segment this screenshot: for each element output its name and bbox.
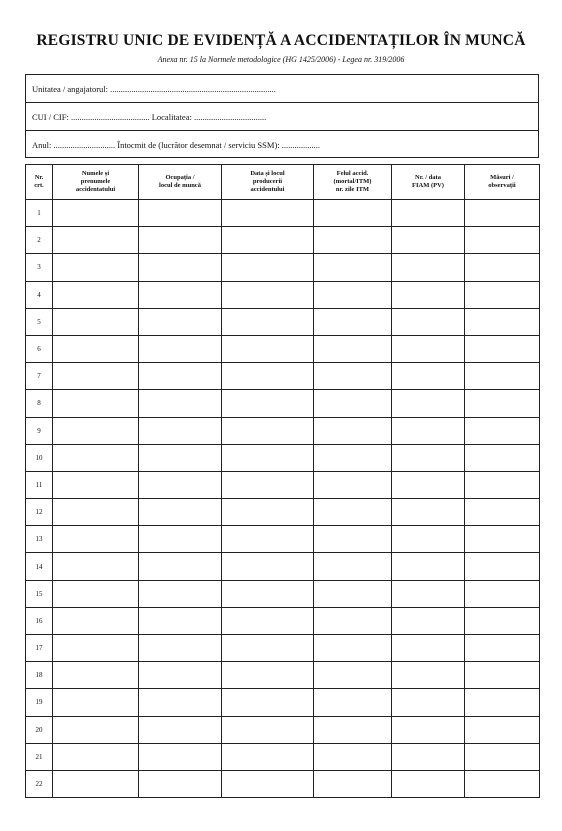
cell-measures[interactable] bbox=[465, 635, 540, 662]
table-row bbox=[26, 471, 540, 498]
cell-name[interactable] bbox=[53, 635, 139, 662]
cell-date-place[interactable] bbox=[222, 635, 314, 662]
cell-accident-type[interactable] bbox=[314, 580, 392, 607]
cell-occupation[interactable] bbox=[139, 363, 222, 390]
cell-date-place[interactable] bbox=[222, 390, 314, 417]
cell-accident-type[interactable] bbox=[314, 499, 392, 526]
cell-accident-type[interactable] bbox=[314, 689, 392, 716]
cell-accident-type[interactable] bbox=[314, 281, 392, 308]
accident-register-table bbox=[25, 164, 540, 798]
cell-date-place[interactable] bbox=[222, 580, 314, 607]
header-name bbox=[53, 165, 139, 200]
cell-fiam[interactable] bbox=[392, 390, 465, 417]
cell-fiam[interactable] bbox=[392, 743, 465, 770]
cell-date-place[interactable] bbox=[222, 743, 314, 770]
cell-accident-type[interactable] bbox=[314, 471, 392, 498]
table-row bbox=[26, 390, 540, 417]
table-row bbox=[26, 200, 540, 227]
cell-measures[interactable] bbox=[465, 689, 540, 716]
table-row bbox=[26, 254, 540, 281]
cell-occupation[interactable] bbox=[139, 607, 222, 634]
cell-date-place[interactable] bbox=[222, 444, 314, 471]
cell-name[interactable] bbox=[53, 689, 139, 716]
cell-nr-crt: 8 bbox=[26, 390, 53, 417]
cell-occupation[interactable] bbox=[139, 227, 222, 254]
cell-accident-type[interactable] bbox=[314, 363, 392, 390]
header-line: Felul accid. bbox=[336, 169, 369, 177]
cell-measures[interactable] bbox=[465, 499, 540, 526]
cell-fiam[interactable] bbox=[392, 281, 465, 308]
cell-measures[interactable] bbox=[465, 580, 540, 607]
cell-measures[interactable] bbox=[465, 553, 540, 580]
cell-measures[interactable] bbox=[465, 200, 540, 227]
table-row bbox=[26, 662, 540, 689]
cell-measures[interactable] bbox=[465, 526, 540, 553]
cell-occupation[interactable] bbox=[139, 281, 222, 308]
table-row bbox=[26, 607, 540, 634]
cell-fiam[interactable] bbox=[392, 662, 465, 689]
cell-date-place[interactable] bbox=[222, 200, 314, 227]
cell-name[interactable] bbox=[53, 526, 139, 553]
cell-measures[interactable] bbox=[465, 417, 540, 444]
table-row bbox=[26, 444, 540, 471]
cell-measures[interactable] bbox=[465, 743, 540, 770]
table-row bbox=[26, 363, 540, 390]
cell-occupation[interactable] bbox=[139, 662, 222, 689]
cell-name[interactable] bbox=[53, 662, 139, 689]
cell-measures[interactable] bbox=[465, 444, 540, 471]
cell-fiam[interactable] bbox=[392, 499, 465, 526]
header-nr-crt bbox=[26, 165, 53, 200]
year-author-field: Anul: ............................. Întocmit de (lucrător desemnat / serviciu SSM): .................. bbox=[32, 140, 321, 150]
cell-date-place[interactable] bbox=[222, 662, 314, 689]
cell-occupation[interactable] bbox=[139, 417, 222, 444]
cell-name[interactable] bbox=[53, 200, 139, 227]
header-line: Măsuri / bbox=[490, 173, 514, 181]
table-row bbox=[26, 526, 540, 553]
cell-occupation[interactable] bbox=[139, 635, 222, 662]
table-row bbox=[26, 689, 540, 716]
table-row bbox=[26, 770, 540, 797]
cell-fiam[interactable] bbox=[392, 200, 465, 227]
cell-accident-type[interactable] bbox=[314, 743, 392, 770]
cell-nr-crt: 20 bbox=[26, 716, 53, 743]
cell-date-place[interactable] bbox=[222, 716, 314, 743]
cell-name[interactable] bbox=[53, 227, 139, 254]
cell-measures[interactable] bbox=[465, 308, 540, 335]
header-line: prenumele bbox=[80, 177, 111, 185]
header-line: producerii bbox=[252, 177, 283, 185]
cell-occupation[interactable] bbox=[139, 743, 222, 770]
cui-locality-field: CUI / CIF: ..................................... Localitatea: .................................. bbox=[26, 103, 538, 131]
cell-occupation[interactable] bbox=[139, 200, 222, 227]
header-fiam bbox=[392, 165, 465, 200]
cell-nr-crt: 21 bbox=[26, 743, 53, 770]
cell-nr-crt: 10 bbox=[26, 444, 53, 471]
cell-measures[interactable] bbox=[465, 227, 540, 254]
cell-fiam[interactable] bbox=[392, 770, 465, 797]
table-row bbox=[26, 499, 540, 526]
table-row bbox=[26, 335, 540, 362]
cell-accident-type[interactable] bbox=[314, 770, 392, 797]
cell-accident-type[interactable] bbox=[314, 716, 392, 743]
header-accident-type bbox=[314, 165, 392, 200]
cell-measures[interactable] bbox=[465, 662, 540, 689]
document-title: REGISTRU UNIC DE EVIDENȚĂ A ACCIDENTAȚILOR ÎN MUNCĂ bbox=[36, 32, 526, 49]
cell-occupation[interactable] bbox=[139, 335, 222, 362]
cell-date-place[interactable] bbox=[222, 607, 314, 634]
cell-fiam[interactable] bbox=[392, 227, 465, 254]
cell-occupation[interactable] bbox=[139, 689, 222, 716]
cell-fiam[interactable] bbox=[392, 635, 465, 662]
header-line: Data și locul bbox=[250, 169, 285, 177]
table-row bbox=[26, 281, 540, 308]
cell-fiam[interactable] bbox=[392, 308, 465, 335]
cell-name[interactable] bbox=[53, 417, 139, 444]
cell-nr-crt: 7 bbox=[26, 363, 53, 390]
cell-name[interactable] bbox=[53, 607, 139, 634]
cell-occupation[interactable] bbox=[139, 444, 222, 471]
cell-date-place[interactable] bbox=[222, 254, 314, 281]
cell-accident-type[interactable] bbox=[314, 227, 392, 254]
cell-name[interactable] bbox=[53, 716, 139, 743]
header-line: Nr. bbox=[34, 173, 44, 181]
cell-name[interactable] bbox=[53, 363, 139, 390]
cell-accident-type[interactable] bbox=[314, 308, 392, 335]
header-date-place bbox=[222, 165, 314, 200]
cell-nr-crt: 1 bbox=[26, 200, 53, 227]
header-line: FIAM (PV) bbox=[412, 182, 444, 189]
cell-nr-crt: 18 bbox=[26, 662, 53, 689]
cell-nr-crt: 14 bbox=[26, 553, 53, 580]
cell-fiam[interactable] bbox=[392, 471, 465, 498]
cell-name[interactable] bbox=[53, 281, 139, 308]
cell-fiam[interactable] bbox=[392, 335, 465, 362]
cell-measures[interactable] bbox=[465, 254, 540, 281]
header-line: accidentatului bbox=[75, 186, 116, 194]
table-row bbox=[26, 716, 540, 743]
cell-nr-crt: 6 bbox=[26, 335, 53, 362]
cell-date-place[interactable] bbox=[222, 689, 314, 716]
header-line: (mortal/ITM) bbox=[333, 177, 372, 185]
table-row bbox=[26, 417, 540, 444]
header-occupation bbox=[139, 165, 222, 200]
cell-occupation[interactable] bbox=[139, 499, 222, 526]
header-line: crt. bbox=[34, 182, 44, 189]
table-header-row bbox=[26, 165, 540, 200]
cell-date-place[interactable] bbox=[222, 281, 314, 308]
cell-accident-type[interactable] bbox=[314, 254, 392, 281]
cell-occupation[interactable] bbox=[139, 526, 222, 553]
cell-accident-type[interactable] bbox=[314, 662, 392, 689]
cell-fiam[interactable] bbox=[392, 689, 465, 716]
cell-occupation[interactable] bbox=[139, 254, 222, 281]
table-row bbox=[26, 308, 540, 335]
cell-fiam[interactable] bbox=[392, 553, 465, 580]
cell-nr-crt: 13 bbox=[26, 526, 53, 553]
cell-occupation[interactable] bbox=[139, 308, 222, 335]
cell-measures[interactable] bbox=[465, 281, 540, 308]
cell-date-place[interactable] bbox=[222, 308, 314, 335]
cell-date-place[interactable] bbox=[222, 335, 314, 362]
cell-nr-crt: 17 bbox=[26, 635, 53, 662]
cell-accident-type[interactable] bbox=[314, 607, 392, 634]
cell-fiam[interactable] bbox=[392, 607, 465, 634]
header-line: accidentului bbox=[250, 186, 285, 194]
cell-nr-crt: 22 bbox=[26, 770, 53, 797]
cell-occupation[interactable] bbox=[139, 390, 222, 417]
cell-name[interactable] bbox=[53, 254, 139, 281]
cell-occupation[interactable] bbox=[139, 580, 222, 607]
cell-name[interactable] bbox=[53, 743, 139, 770]
cell-accident-type[interactable] bbox=[314, 335, 392, 362]
cell-name[interactable] bbox=[53, 308, 139, 335]
employer-info-box bbox=[25, 74, 539, 158]
cell-name[interactable] bbox=[53, 499, 139, 526]
cell-measures[interactable] bbox=[465, 390, 540, 417]
employer-field: Unitatea / angajatorul: .............................................................................. bbox=[26, 75, 538, 103]
header-line: locul de muncă bbox=[159, 182, 201, 189]
cell-name[interactable] bbox=[53, 770, 139, 797]
table-row bbox=[26, 743, 540, 770]
cell-measures[interactable] bbox=[465, 607, 540, 634]
cell-fiam[interactable] bbox=[392, 254, 465, 281]
header-line: nr. zile ITM bbox=[335, 186, 370, 194]
cell-occupation[interactable] bbox=[139, 471, 222, 498]
cell-name[interactable] bbox=[53, 335, 139, 362]
table-row bbox=[26, 635, 540, 662]
cell-date-place[interactable] bbox=[222, 770, 314, 797]
cell-measures[interactable] bbox=[465, 471, 540, 498]
cell-nr-crt: 12 bbox=[26, 499, 53, 526]
cell-nr-crt: 5 bbox=[26, 308, 53, 335]
cell-accident-type[interactable] bbox=[314, 526, 392, 553]
cell-accident-type[interactable] bbox=[314, 390, 392, 417]
table-row bbox=[26, 580, 540, 607]
header-line: Numele și bbox=[81, 169, 110, 177]
cell-accident-type[interactable] bbox=[314, 200, 392, 227]
cell-nr-crt: 9 bbox=[26, 417, 53, 444]
cell-nr-crt: 16 bbox=[26, 607, 53, 634]
cell-nr-crt: 2 bbox=[26, 227, 53, 254]
cell-accident-type[interactable] bbox=[314, 553, 392, 580]
header-measures bbox=[465, 165, 540, 200]
cell-occupation[interactable] bbox=[139, 770, 222, 797]
cell-name[interactable] bbox=[53, 390, 139, 417]
cell-date-place[interactable] bbox=[222, 553, 314, 580]
header-line: Nr. / data bbox=[415, 173, 441, 181]
table-body bbox=[26, 200, 540, 798]
cell-name[interactable] bbox=[53, 553, 139, 580]
document-subtitle: Anexa nr. 15 la Normele metodologice (HG 1425/2006) - Legea nr. 319/2006 bbox=[157, 55, 405, 64]
cell-accident-type[interactable] bbox=[314, 417, 392, 444]
cell-name[interactable] bbox=[53, 444, 139, 471]
cell-nr-crt: 15 bbox=[26, 580, 53, 607]
cell-accident-type[interactable] bbox=[314, 635, 392, 662]
cell-nr-crt: 11 bbox=[26, 471, 53, 498]
cell-date-place[interactable] bbox=[222, 471, 314, 498]
cell-date-place[interactable] bbox=[222, 363, 314, 390]
table-row bbox=[26, 227, 540, 254]
cell-accident-type[interactable] bbox=[314, 444, 392, 471]
cell-fiam[interactable] bbox=[392, 444, 465, 471]
cell-fiam[interactable] bbox=[392, 417, 465, 444]
cell-date-place[interactable] bbox=[222, 417, 314, 444]
header-line: observații bbox=[488, 182, 516, 189]
cell-nr-crt: 4 bbox=[26, 281, 53, 308]
cell-name[interactable] bbox=[53, 580, 139, 607]
cell-nr-crt: 3 bbox=[26, 254, 53, 281]
cell-measures[interactable] bbox=[465, 335, 540, 362]
cell-measures[interactable] bbox=[465, 770, 540, 797]
cell-date-place[interactable] bbox=[222, 499, 314, 526]
cell-measures[interactable] bbox=[465, 363, 540, 390]
cell-name[interactable] bbox=[53, 471, 139, 498]
header-line: Ocupația / bbox=[165, 173, 195, 181]
cell-fiam[interactable] bbox=[392, 363, 465, 390]
table-row bbox=[26, 553, 540, 580]
cell-occupation[interactable] bbox=[139, 716, 222, 743]
cell-measures[interactable] bbox=[465, 716, 540, 743]
cell-occupation[interactable] bbox=[139, 553, 222, 580]
cell-nr-crt: 19 bbox=[26, 689, 53, 716]
cell-date-place[interactable] bbox=[222, 526, 314, 553]
cell-date-place[interactable] bbox=[222, 227, 314, 254]
cell-fiam[interactable] bbox=[392, 580, 465, 607]
cell-fiam[interactable] bbox=[392, 716, 465, 743]
cell-fiam[interactable] bbox=[392, 526, 465, 553]
